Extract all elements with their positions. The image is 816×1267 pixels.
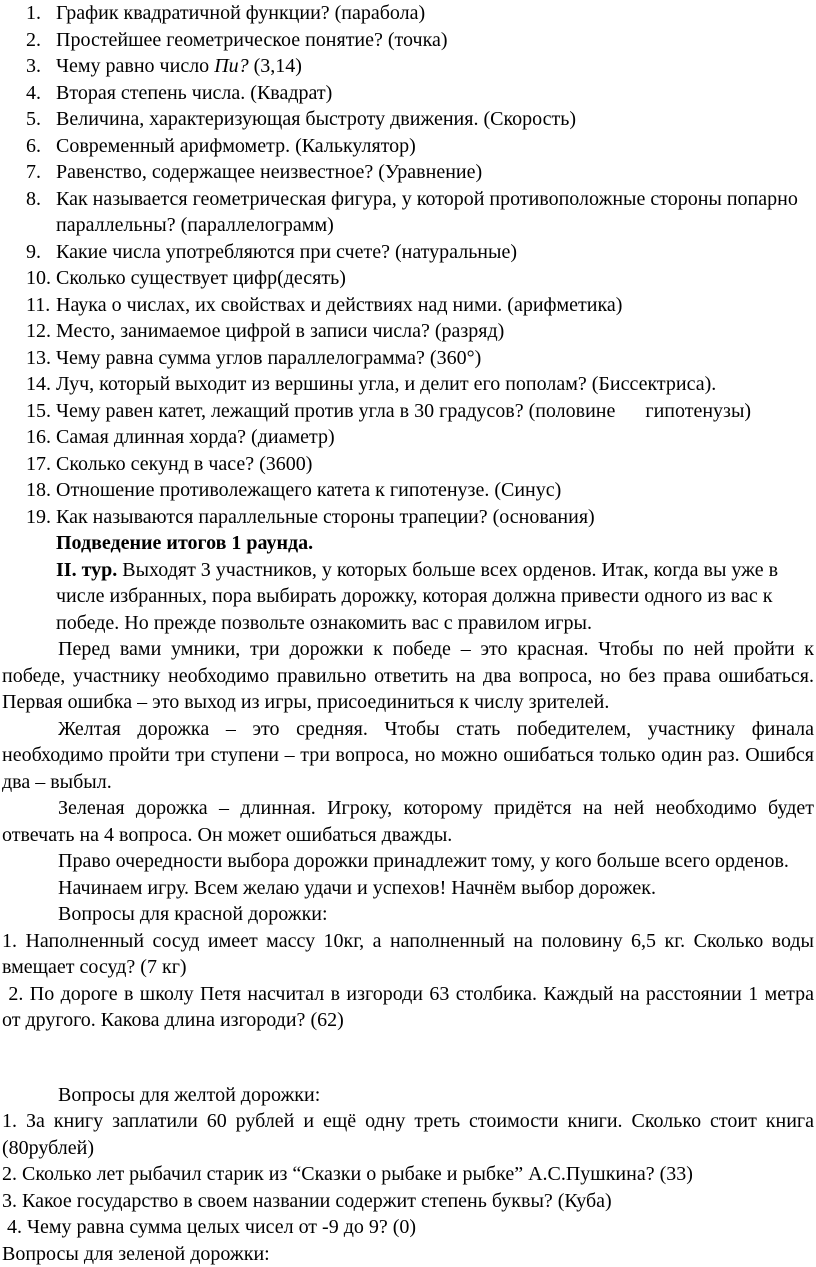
item-text: Сколько существует цифр(десять)	[56, 267, 346, 289]
yellow-track-heading: Вопросы для желтой дорожки:	[0, 1082, 816, 1109]
round1-question-list	[0, 0, 816, 530]
start-game-paragraph: Начинаем игру. Всем желаю удачи и успехов! Начнём выбор дорожек.	[0, 875, 816, 902]
item-number: 3.	[26, 53, 41, 80]
item-number: 1.	[26, 0, 41, 27]
rules-red-paragraph: Перед вами умники, три дорожки к победе – это красная. Чтобы по ней пройти к победе, участнику необходимо правильно ответить на два вопроса, но без права ошибаться. Первая ошибка – это выход из игры, присоединиться к числу зрителей.	[0, 636, 816, 716]
rules-green-paragraph: Зеленая дорожка – длинная. Игроку, которому придётся на ней необходимо будет отвечать на 4 вопроса. Он может ошибаться дважды.	[0, 795, 816, 848]
item-number: 18.	[26, 477, 51, 504]
item-number: 9.	[26, 239, 41, 266]
item-number: 14.	[26, 371, 51, 398]
item-number: 10.	[26, 265, 51, 292]
yellow-question-4: 4. Чему равна сумма целых чисел от -9 до 9? (0)	[0, 1214, 816, 1241]
item-number: 6.	[26, 133, 41, 160]
item-number: 5.	[26, 106, 41, 133]
item-number: 2.	[26, 27, 41, 54]
item-number: 16.	[26, 424, 51, 451]
item-number: 4.	[26, 80, 41, 107]
item-text: Чему равна сумма углов параллелограмма? (360°)	[56, 347, 481, 369]
list-item	[0, 398, 816, 425]
round2-intro	[56, 557, 808, 637]
item-text: Величина, характеризующая быстроту движения. (Скорость)	[56, 108, 576, 130]
section-spacer	[0, 1034, 816, 1082]
item-text: Чему равно число	[56, 55, 214, 77]
list-item	[0, 318, 816, 345]
list-item	[0, 504, 816, 531]
item-text-after: (3,14)	[249, 55, 302, 77]
item-number: 11.	[26, 292, 50, 319]
red-question-1: 1. Наполненный сосуд имеет массу 10кг, а наполненный на половину 6,5 кг. Сколько воды вмещает сосуд? (7 кг)	[0, 928, 816, 981]
item-number: 7.	[26, 159, 41, 186]
item-text: Вторая степень числа. (Квадрат)	[56, 82, 332, 104]
item-text: Сколько секунд в часе? (3600)	[56, 453, 312, 475]
round2-label: II. тур.	[56, 559, 117, 581]
list-item	[0, 133, 816, 160]
list-item	[0, 80, 816, 107]
item-number: 13.	[26, 345, 51, 372]
yellow-question-3: 3. Какое государство в своем названии содержит степень буквы? (Куба)	[0, 1188, 816, 1215]
round-summary-heading: Подведение итогов 1 раунда.	[56, 532, 313, 554]
item-text: Какие числа употребляются при счете? (натуральные)	[56, 241, 517, 263]
item-number: 17.	[26, 451, 51, 478]
list-item	[0, 424, 816, 451]
list-item	[0, 106, 816, 133]
list-item	[0, 345, 816, 372]
list-item	[0, 265, 816, 292]
item-text: Отношение противолежащего катета к гипотенузе. (Синус)	[56, 479, 561, 501]
item-number: 8.	[26, 186, 41, 213]
item-text: Луч, который выходит из вершины угла, и делит его пополам? (Биссектриса).	[56, 373, 716, 395]
item-text: Наука о числах, их свойствах и действиях над ними. (арифметика)	[56, 294, 622, 316]
red-question-2: 2. По дороге в школу Петя насчитал в изгороди 63 столбика. Каждый на расстоянии 1 метра от другого. Какова длина изгороди? (62)	[0, 981, 816, 1034]
yellow-question-1: 1. За книгу заплатили 60 рублей и ещё одну треть стоимости книги. Сколько стоит книга (80рублей)	[0, 1108, 816, 1161]
list-item	[0, 53, 816, 80]
red-track-heading: Вопросы для красной дорожки:	[0, 901, 816, 928]
item-text: Чему равен катет, лежащий против угла в 30 градусов? (половине гипотенузы)	[56, 400, 751, 422]
rules-yellow-paragraph: Желтая дорожка – это средняя. Чтобы стать победителем, участнику финала необходимо пройти три ступени – три вопроса, но можно ошибаться только один раз. Ошибся два – выбыл.	[0, 716, 816, 796]
item-text: Современный арифмометр. (Калькулятор)	[56, 135, 416, 157]
list-item	[0, 159, 816, 186]
list-item	[0, 239, 816, 266]
round2-text: Выходят 3 участников, у которых больше всех орденов. Итак, когда вы уже в числе избранных, пора выбирать дорожку, которая должна привести одного из вас к победе. Но прежде позвольте ознакомить вас с правилом игры.	[56, 559, 778, 634]
item-text: График квадратичной функции? (парабола)	[56, 2, 425, 24]
item-text: Место, занимаемое цифрой в записи числа? (разряд)	[56, 320, 504, 342]
item-text: Простейшее геометрическое понятие? (точка)	[56, 29, 448, 51]
item-italic-text: Пи?	[214, 55, 248, 77]
list-item	[0, 0, 816, 27]
item-number: 19.	[26, 504, 51, 531]
green-track-heading: Вопросы для зеленой дорожки:	[0, 1241, 816, 1267]
list-item	[0, 186, 816, 239]
item-text: Как называются параллельные стороны трапеции? (основания)	[56, 506, 595, 528]
list-item	[0, 371, 816, 398]
rules-order-paragraph: Право очередности выбора дорожки принадлежит тому, у кого больше всего орденов.	[0, 848, 816, 875]
item-number: 12.	[26, 318, 51, 345]
list-item	[0, 477, 816, 504]
list-item	[0, 27, 816, 54]
item-text: Равенство, содержащее неизвестное? (Уравнение)	[56, 161, 482, 183]
round-summary-block	[0, 530, 816, 636]
item-text: Как называется геометрическая фигура, у которой противоположные стороны попарно параллельны? (параллелограмм)	[56, 188, 798, 237]
yellow-question-2: 2. Сколько лет рыбачил старик из “Сказки о рыбаке и рыбке” А.С.Пушкина? (33)	[0, 1161, 816, 1188]
item-number: 15.	[26, 398, 51, 425]
item-text: Самая длинная хорда? (диаметр)	[56, 426, 335, 448]
list-item	[0, 451, 816, 478]
list-item	[0, 292, 816, 319]
